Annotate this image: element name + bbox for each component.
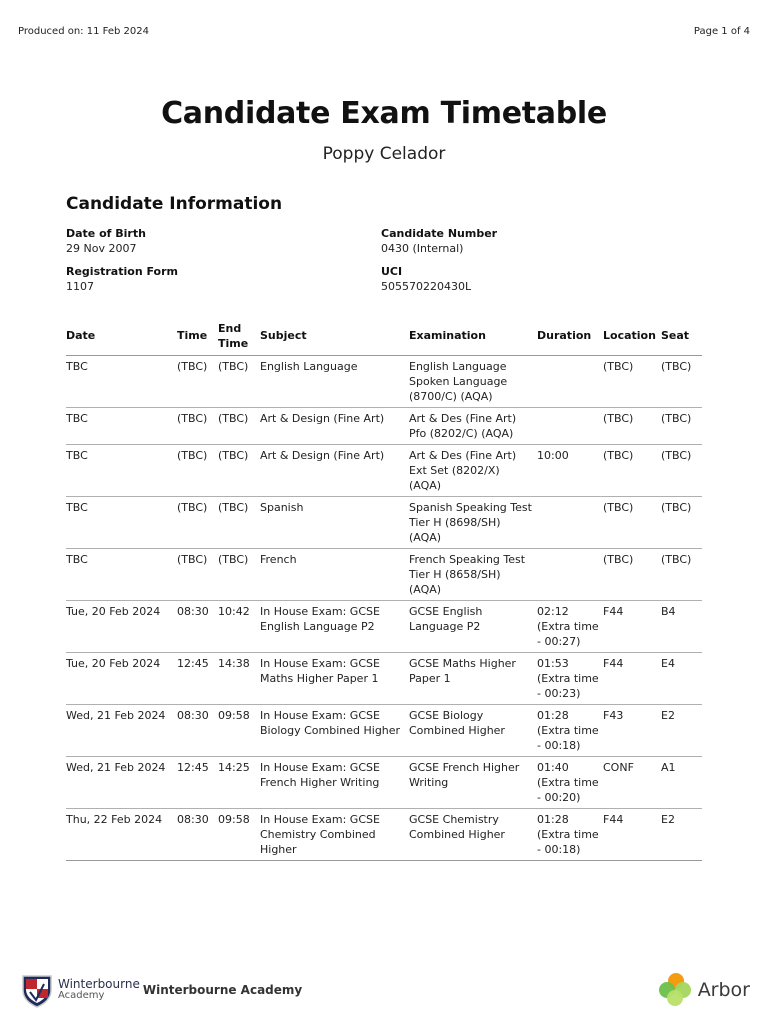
cell-location: (TBC) bbox=[603, 445, 661, 497]
cell-end-time: 14:25 bbox=[218, 757, 260, 809]
col-header-time: Time bbox=[177, 320, 218, 356]
col-header-subject: Subject bbox=[260, 320, 409, 356]
cell-subject: Spanish bbox=[260, 497, 409, 549]
cell-end-time: (TBC) bbox=[218, 408, 260, 445]
table-row bbox=[66, 497, 702, 549]
cell-subject: Art & Design (Fine Art) bbox=[260, 445, 409, 497]
cell-date: Wed, 21 Feb 2024 bbox=[66, 705, 177, 757]
produced-date: Produced on: 11 Feb 2024 bbox=[18, 26, 149, 37]
cell-duration bbox=[537, 549, 603, 601]
cell-duration bbox=[537, 497, 603, 549]
logo-line1: Winterbourne bbox=[58, 977, 140, 991]
cell-examination: English Language Spoken Language (8700/C) (AQA) bbox=[409, 356, 537, 408]
dob-label: Date of Birth bbox=[66, 227, 146, 240]
cell-subject: French bbox=[260, 549, 409, 601]
cell-time: 08:30 bbox=[177, 809, 218, 861]
logo-line2: Academy bbox=[58, 990, 105, 1001]
cell-duration: 10:00 bbox=[537, 445, 603, 497]
cell-date: TBC bbox=[66, 445, 177, 497]
cell-subject: In House Exam: GCSE English Language P2 bbox=[260, 601, 409, 653]
cell-date: Wed, 21 Feb 2024 bbox=[66, 757, 177, 809]
cell-end-time: (TBC) bbox=[218, 497, 260, 549]
cell-end-time: (TBC) bbox=[218, 549, 260, 601]
dob-block bbox=[66, 226, 146, 256]
col-header-date: Date bbox=[66, 320, 177, 356]
cell-duration: 01:53 (Extra time - 00:23) bbox=[537, 653, 603, 705]
cell-seat: E4 bbox=[661, 653, 702, 705]
uci-block bbox=[381, 264, 471, 294]
cell-examination: GCSE Biology Combined Higher bbox=[409, 705, 537, 757]
candidate-name: Poppy Celador bbox=[322, 144, 446, 164]
cell-examination: Spanish Speaking Test Tier H (8698/SH) (AQA) bbox=[409, 497, 537, 549]
candidate-info-heading: Candidate Information bbox=[66, 194, 283, 214]
cell-duration: 02:12 (Extra time - 00:27) bbox=[537, 601, 603, 653]
cell-time: (TBC) bbox=[177, 356, 218, 408]
cell-end-time: (TBC) bbox=[218, 356, 260, 408]
school-logo bbox=[20, 972, 302, 1008]
cell-subject: Art & Design (Fine Art) bbox=[260, 408, 409, 445]
table-row bbox=[66, 653, 702, 705]
arbor-leaf-icon bbox=[656, 972, 694, 1008]
cell-date: TBC bbox=[66, 356, 177, 408]
table-row bbox=[66, 445, 702, 497]
table-header-row bbox=[66, 320, 702, 356]
cell-location: CONF bbox=[603, 757, 661, 809]
table-row bbox=[66, 705, 702, 757]
cell-end-time: 09:58 bbox=[218, 705, 260, 757]
cell-location: F44 bbox=[603, 809, 661, 861]
cell-examination: GCSE Maths Higher Paper 1 bbox=[409, 653, 537, 705]
cell-subject: In House Exam: GCSE Maths Higher Paper 1 bbox=[260, 653, 409, 705]
cell-seat: B4 bbox=[661, 601, 702, 653]
arbor-logo bbox=[656, 972, 750, 1008]
cell-duration bbox=[537, 356, 603, 408]
cell-time: (TBC) bbox=[177, 408, 218, 445]
table-row bbox=[66, 356, 702, 408]
school-logo-wordmark bbox=[58, 979, 140, 1001]
cell-location: (TBC) bbox=[603, 356, 661, 408]
cell-duration: 01:40 (Extra time - 00:20) bbox=[537, 757, 603, 809]
cell-duration: 01:28 (Extra time - 00:18) bbox=[537, 705, 603, 757]
cell-location: (TBC) bbox=[603, 497, 661, 549]
page-number: Page 1 of 4 bbox=[693, 26, 750, 37]
candidate-number-label: Candidate Number bbox=[381, 227, 498, 240]
school-name: Winterbourne Academy bbox=[142, 983, 303, 997]
cell-time: 12:45 bbox=[177, 757, 218, 809]
cell-seat: (TBC) bbox=[661, 497, 702, 549]
cell-date: Thu, 22 Feb 2024 bbox=[66, 809, 177, 861]
school-crest-icon bbox=[20, 972, 54, 1008]
cell-location: (TBC) bbox=[603, 408, 661, 445]
col-header-end-time: End Time bbox=[218, 320, 260, 356]
registration-form-label: Registration Form bbox=[66, 265, 178, 278]
table-row bbox=[66, 408, 702, 445]
arbor-label: Arbor bbox=[697, 979, 750, 1001]
cell-date: TBC bbox=[66, 497, 177, 549]
cell-location: F44 bbox=[603, 601, 661, 653]
cell-time: (TBC) bbox=[177, 549, 218, 601]
cell-subject: In House Exam: GCSE Biology Combined Higher bbox=[260, 705, 409, 757]
cell-date: Tue, 20 Feb 2024 bbox=[66, 653, 177, 705]
col-header-location: Location bbox=[603, 320, 661, 356]
col-header-seat: Seat bbox=[661, 320, 702, 356]
cell-date: TBC bbox=[66, 408, 177, 445]
col-header-duration: Duration bbox=[537, 320, 603, 356]
cell-examination: GCSE English Language P2 bbox=[409, 601, 537, 653]
cell-time: 12:45 bbox=[177, 653, 218, 705]
table-row bbox=[66, 809, 702, 861]
cell-examination: Art & Des (Fine Art) Ext Set (8202/X) (AQA) bbox=[409, 445, 537, 497]
table-row bbox=[66, 549, 702, 601]
cell-location: F43 bbox=[603, 705, 661, 757]
cell-time: (TBC) bbox=[177, 445, 218, 497]
cell-seat: E2 bbox=[661, 705, 702, 757]
exam-timetable-table bbox=[66, 320, 702, 861]
cell-duration: 01:28 (Extra time - 00:18) bbox=[537, 809, 603, 861]
cell-seat: E2 bbox=[661, 809, 702, 861]
cell-end-time: 09:58 bbox=[218, 809, 260, 861]
cell-examination: GCSE Chemistry Combined Higher bbox=[409, 809, 537, 861]
registration-form-block bbox=[66, 264, 178, 294]
table-row bbox=[66, 757, 702, 809]
cell-subject: In House Exam: GCSE French Higher Writing bbox=[260, 757, 409, 809]
cell-duration bbox=[537, 408, 603, 445]
cell-seat: (TBC) bbox=[661, 445, 702, 497]
cell-seat: (TBC) bbox=[661, 356, 702, 408]
cell-seat: A1 bbox=[661, 757, 702, 809]
cell-end-time: 14:38 bbox=[218, 653, 260, 705]
cell-subject: English Language bbox=[260, 356, 409, 408]
cell-examination: Art & Des (Fine Art) Pfo (8202/C) (AQA) bbox=[409, 408, 537, 445]
candidate-number-value: 0430 (Internal) bbox=[381, 242, 464, 255]
dob-value: 29 Nov 2007 bbox=[66, 242, 137, 255]
page-title: Candidate Exam Timetable bbox=[161, 96, 607, 131]
cell-seat: (TBC) bbox=[661, 408, 702, 445]
uci-label: UCI bbox=[381, 265, 403, 278]
cell-end-time: 10:42 bbox=[218, 601, 260, 653]
candidate-number-block bbox=[381, 226, 497, 256]
col-header-examination: Examination bbox=[409, 320, 537, 356]
cell-location: F44 bbox=[603, 653, 661, 705]
cell-subject: In House Exam: GCSE Chemistry Combined Higher bbox=[260, 809, 409, 861]
cell-time: 08:30 bbox=[177, 601, 218, 653]
cell-time: (TBC) bbox=[177, 497, 218, 549]
uci-value: 505570220430L bbox=[381, 280, 472, 293]
cell-time: 08:30 bbox=[177, 705, 218, 757]
cell-date: TBC bbox=[66, 549, 177, 601]
table-row bbox=[66, 601, 702, 653]
cell-location: (TBC) bbox=[603, 549, 661, 601]
cell-examination: GCSE French Higher Writing bbox=[409, 757, 537, 809]
registration-form-value: 1107 bbox=[66, 280, 94, 293]
cell-date: Tue, 20 Feb 2024 bbox=[66, 601, 177, 653]
cell-seat: (TBC) bbox=[661, 549, 702, 601]
cell-examination: French Speaking Test Tier H (8658/SH) (AQA) bbox=[409, 549, 537, 601]
cell-end-time: (TBC) bbox=[218, 445, 260, 497]
